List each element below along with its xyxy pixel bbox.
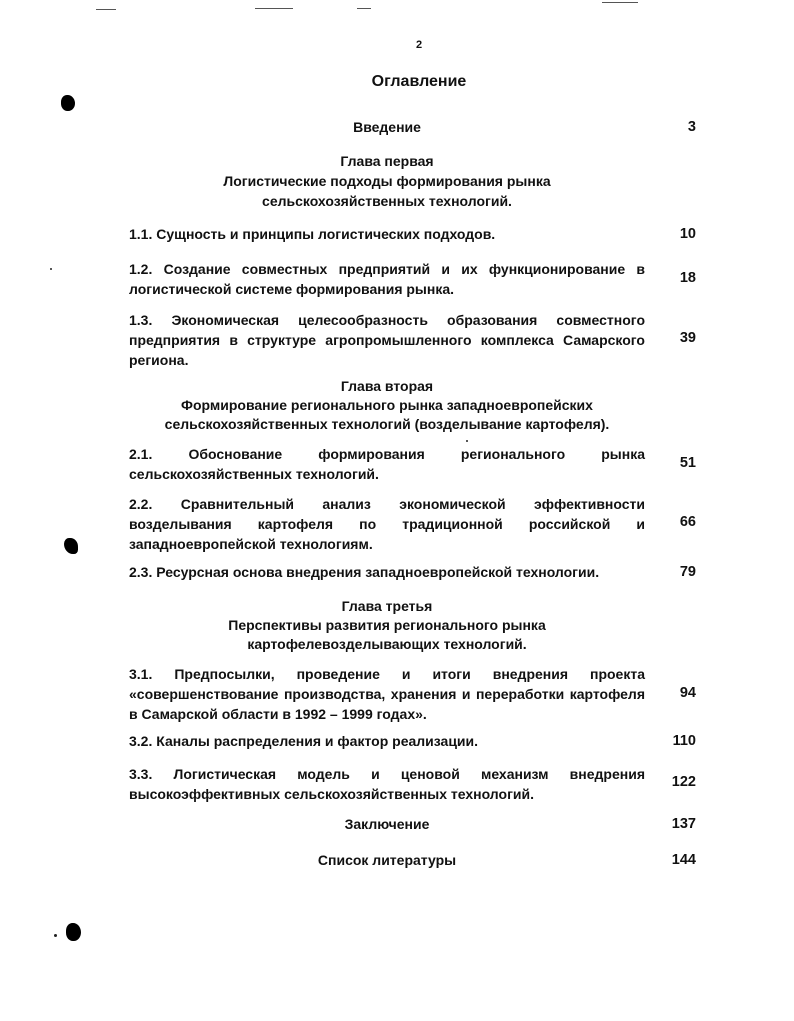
toc-conclusion-label: Заключение [344, 816, 430, 832]
scan-artifact-line [255, 8, 293, 9]
toc-entry [129, 310, 645, 370]
chapter-subtitle: Логистические подходы формирования рынка [223, 173, 551, 189]
scan-blot [64, 538, 78, 554]
scan-blot [61, 95, 75, 111]
toc-intro-page: 3 [687, 119, 696, 135]
chapter-subtitle: Формирование регионального рынка западноевропейских [181, 397, 593, 413]
toc-entry [129, 764, 645, 804]
scan-speck [466, 440, 468, 442]
page-number: 2 [415, 39, 423, 51]
toc-entry-text: 2.2. Сравнительный анализ экономической эффективности возделывания картофеля по традиционной российской и западноевропейской технологиям. [129, 496, 645, 552]
toc-entry-page: 10 [679, 226, 696, 242]
toc-entry-text: 2.1. Обоснование формирования регионального рынка сельскохозяйственных технологий. [129, 446, 645, 482]
scan-artifact-line [602, 2, 638, 3]
chapter-heading: Глава третья [341, 598, 433, 614]
toc-entry [129, 664, 645, 724]
toc-entry [129, 494, 645, 554]
toc-entry [129, 731, 645, 751]
scan-artifact-line [96, 9, 116, 10]
toc-bibliography-page: 144 [671, 852, 696, 868]
toc-entry-page: 51 [679, 455, 696, 471]
toc-entry-text: 3.1. Предпосылки, проведение и итоги внедрения проекта «совершенствование производства, хранения и переработки картофеля в Самарской области в 1992 – 1999 годах». [129, 666, 645, 722]
toc-entry-text: 3.3. Логистическая модель и ценовой механизм внедрения высокоэффективных сельскохозяйственных технологий. [129, 766, 645, 802]
toc-intro-label: Введение [353, 119, 421, 135]
toc-entry-page: 122 [671, 774, 696, 790]
toc-entry-page: 110 [672, 733, 696, 749]
toc-entry-text: 1.2. Создание совместных предприятий и их функционирование в логистической системе формирования рынка. [129, 261, 645, 297]
page-title: Оглавление [371, 73, 467, 90]
toc-entry-text: 3.2. Каналы распределения и фактор реализации. [129, 733, 479, 749]
toc-entry-page: 39 [679, 330, 696, 346]
chapter-subtitle: сельскохозяйственных технологий (возделывание картофеля). [164, 416, 610, 432]
toc-entry [129, 224, 645, 244]
chapter-heading: Глава вторая [340, 378, 434, 394]
toc-entry-text: 1.3. Экономическая целесообразность образования совместного предприятия в структуре агропромышленного комплекса Самарского региона. [129, 312, 645, 368]
toc-entry-text: 1.1. Сущность и принципы логистических подходов. [129, 226, 496, 242]
toc-entry [129, 562, 645, 582]
toc-conclusion-page: 137 [671, 816, 696, 832]
toc-entry-page: 18 [679, 270, 696, 286]
chapter-subtitle: сельскохозяйственных технологий. [262, 193, 512, 209]
chapter-subtitle: Перспективы развития регионального рынка [228, 617, 546, 633]
toc-entry-page: 94 [679, 685, 696, 701]
toc-entry-text: 2.3. Ресурсная основа внедрения западноевропейской технологии. [129, 564, 600, 580]
chapter-heading: Глава первая [340, 153, 434, 169]
chapter-subtitle: картофелевозделывающих технологий. [247, 636, 527, 652]
scan-artifact-line [357, 8, 371, 9]
toc-bibliography-label: Список литературы [317, 852, 457, 868]
toc-entry [129, 444, 645, 484]
toc-entry [129, 259, 645, 299]
toc-entry-page: 79 [679, 564, 696, 580]
scan-speck [50, 268, 52, 270]
toc-entry-page: 66 [679, 514, 696, 530]
scan-speck [54, 934, 57, 937]
scan-blot [66, 923, 81, 941]
